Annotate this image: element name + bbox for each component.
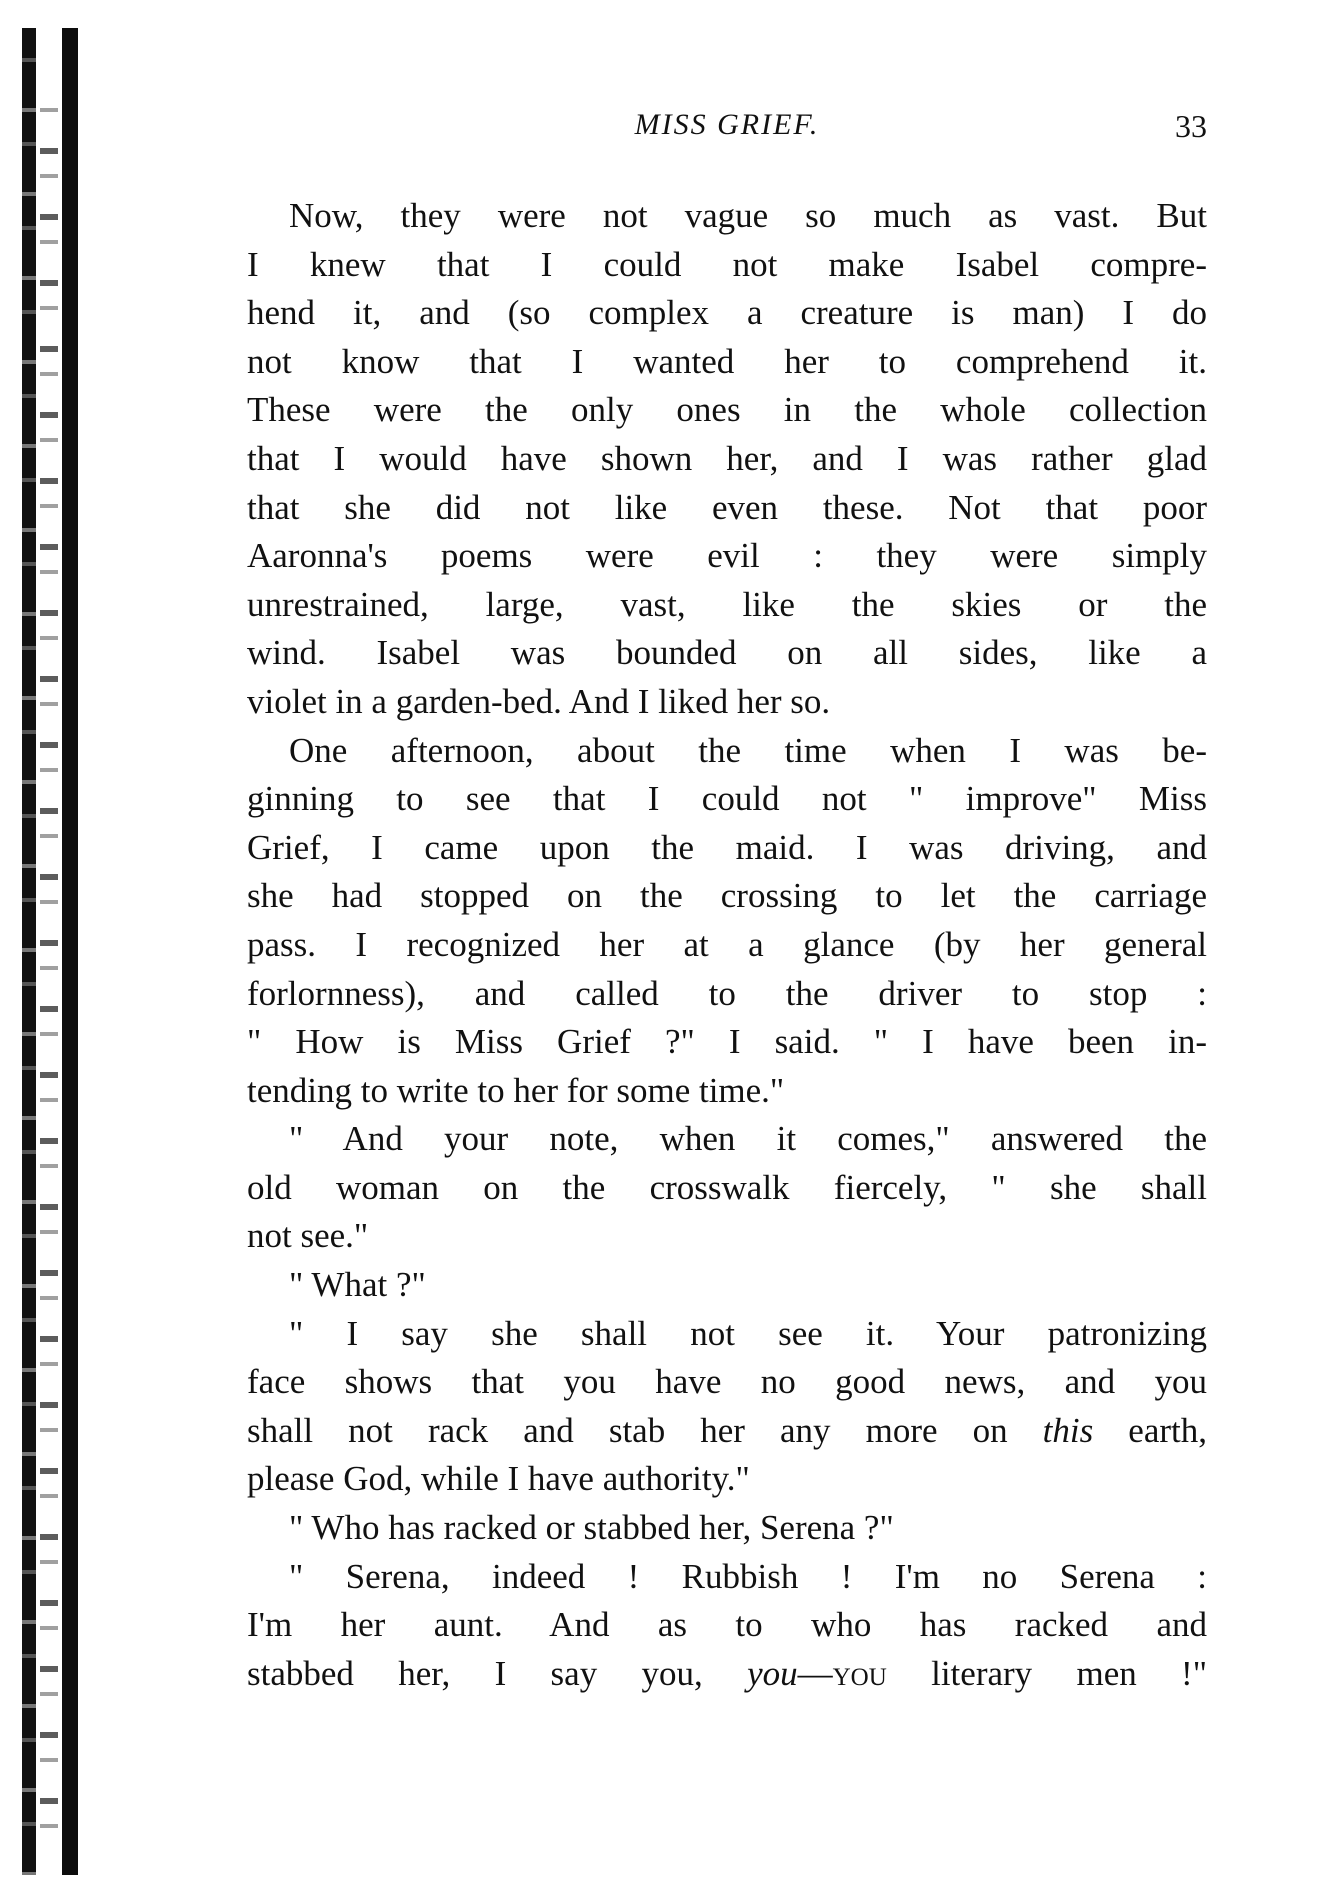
page-body-text (247, 192, 1207, 1698)
text-line: " How is Miss Grief ?" I said. " I have been in- (247, 1022, 1207, 1062)
text-line (247, 1407, 1207, 1456)
page-header (247, 108, 1207, 148)
text-line: Now, they were not vague so much as vast. But (289, 196, 1207, 235)
text-line: " I say she shall not see it. Your patronizing (289, 1313, 1207, 1353)
text-line: she had stopped on the crossing to let the carriage (247, 876, 1207, 916)
text-line: please God, while I have authority." (247, 1459, 750, 1499)
small-caps-text: you (832, 1653, 887, 1693)
text-line: forlornness), and called to the driver to stop : (247, 973, 1207, 1013)
text-line: " Serena, indeed ! Rubbish ! I'm no Serena : (289, 1556, 1207, 1596)
text-line: pass. I recognized her at a glance (by her general (247, 924, 1207, 964)
italic-text: you (747, 1653, 798, 1693)
running-title: MISS GRIEF. (634, 108, 820, 141)
text-line (247, 1650, 1207, 1699)
text-line: Grief, I came upon the maid. I was driving, and (247, 827, 1207, 867)
page-number: 33 (1175, 108, 1207, 144)
text-line: " And your note, when it comes," answered the (289, 1119, 1207, 1159)
text-line: hend it, and (so complex a creature is man) I do (247, 293, 1207, 333)
text-line: not see." (247, 1216, 369, 1256)
text-line: not know that I wanted her to comprehend it. (247, 341, 1207, 381)
text-line: face shows that you have no good news, and you (247, 1362, 1207, 1402)
text-segment: earth, (1093, 1410, 1207, 1450)
italic-text: this (1042, 1410, 1094, 1450)
text-line: violet in a garden-bed. And I liked her so. (247, 681, 831, 721)
text-line: These were the only ones in the whole collection (247, 390, 1207, 430)
text-segment: literary men !" (886, 1653, 1207, 1693)
text-line: ginning to see that I could not " improve" Miss (247, 779, 1207, 819)
text-line: wind. Isabel was bounded on all sides, like a (247, 633, 1207, 673)
text-line: old woman on the crosswalk fiercely, " she shall (247, 1167, 1207, 1207)
book-binding-edge (22, 28, 80, 1875)
text-line: " What ?" (289, 1265, 426, 1305)
text-line: unrestrained, large, vast, like the skies or the (247, 584, 1207, 624)
text-line: I'm her aunt. And as to who has racked and (247, 1605, 1207, 1645)
text-line: " Who has racked or stabbed her, Serena ?" (289, 1508, 894, 1548)
text-line: that I would have shown her, and I was rather glad (247, 438, 1207, 478)
text-line: that she did not like even these. Not that poor (247, 487, 1207, 527)
text-line: tending to write to her for some time." (247, 1070, 785, 1110)
text-segment: — (797, 1653, 833, 1693)
text-line: One afternoon, about the time when I was be- (289, 730, 1207, 770)
text-line: Aaronna's poems were evil : they were simply (247, 536, 1207, 576)
text-segment: shall not rack and stab her any more on (247, 1410, 1043, 1450)
text-line: I knew that I could not make Isabel compre- (247, 244, 1207, 284)
text-segment: stabbed her, I say you, (247, 1653, 748, 1693)
